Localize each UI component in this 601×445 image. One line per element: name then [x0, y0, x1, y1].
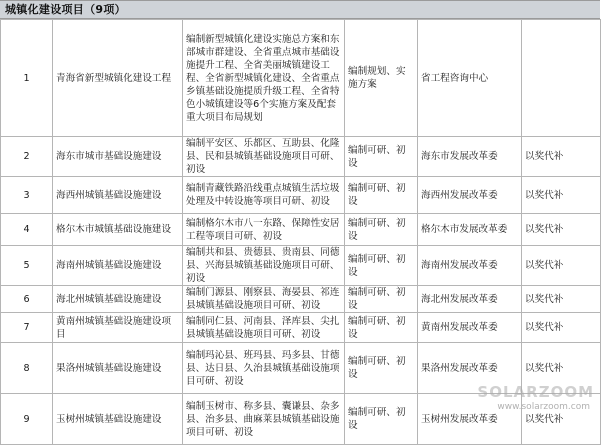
- work-type: 编制可研、初设: [345, 286, 418, 313]
- table-row: [1, 137, 601, 177]
- work-type: 编制可研、初设: [345, 177, 418, 214]
- responsible-unit: 海北州发展改革委: [418, 286, 522, 313]
- project-content: 编制同仁县、河南县、泽库县、尖扎县城镇基础设施项目可研、初设: [183, 313, 345, 343]
- work-type: 编制可研、初设: [345, 246, 418, 286]
- project-content: 编制玛沁县、班玛县、玛多县、甘德县、达日县、久治县城镇基础设施项目可研、初设: [183, 343, 345, 394]
- watermark-url: www.solarzoom.com: [497, 402, 590, 412]
- funding-note: 以奖代补: [522, 137, 601, 177]
- responsible-unit: 玉树州发展改革委: [418, 394, 522, 445]
- responsible-unit: 省工程咨询中心: [418, 20, 522, 137]
- table-row: [1, 313, 601, 343]
- responsible-unit: 果洛州发展改革委: [418, 343, 522, 394]
- watermark-logo: SOLARZOOM: [477, 383, 594, 401]
- responsible-unit: 海南州发展改革委: [418, 246, 522, 286]
- row-number: 4: [1, 214, 53, 246]
- project-name: 青海省新型城镇化建设工程: [53, 20, 183, 137]
- project-name: 黄南州城镇基础设施建设项目: [53, 313, 183, 343]
- work-type: 编制可研、初设: [345, 394, 418, 445]
- funding-note: 以奖代补: [522, 343, 601, 394]
- work-type: 编制规划、实施方案: [345, 20, 418, 137]
- responsible-unit: 海东市发展改革委: [418, 137, 522, 177]
- project-content: 编制平安区、乐都区、互助县、化隆县、民和县城镇基础设施项目可研、初设: [183, 137, 345, 177]
- project-content: 编制青藏铁路沿线重点城镇生活垃圾处理及中转设施等项目可研、初设: [183, 177, 345, 214]
- funding-note: 以奖代补: [522, 286, 601, 313]
- responsible-unit: 格尔木市发展改革委: [418, 214, 522, 246]
- funding-note: 以奖代补: [522, 246, 601, 286]
- table-row: [1, 394, 601, 445]
- funding-note: 以奖代补: [522, 313, 601, 343]
- project-table: [0, 19, 601, 445]
- project-content: 编制门源县、刚察县、海晏县、祁连县城镇基础设施项目可研、初设: [183, 286, 345, 313]
- project-content: 编制新型城镇化建设实施总方案和东部城市群建设、全省重点城市基础设施提升工程、全省美丽城镇建设工程、全省新型城镇化建设、全省重点乡镇基础设施提质升级工程、全省特色小城镇建设等6个实施方案及配套重大项目布局规划: [183, 20, 345, 137]
- table-row: [1, 286, 601, 313]
- work-type: 编制可研、初设: [345, 214, 418, 246]
- row-number: 6: [1, 286, 53, 313]
- project-name: 格尔木市城镇基础设施建设: [53, 214, 183, 246]
- funding-note: 以奖代补: [522, 177, 601, 214]
- funding-note: 以奖代补: [522, 214, 601, 246]
- project-name: 果洛州城镇基础设施建设: [53, 343, 183, 394]
- project-content: 编制玉树市、称多县、囊谦县、杂多县、治多县、曲麻莱县城镇基础设施项目可研、初设: [183, 394, 345, 445]
- row-number: 7: [1, 313, 53, 343]
- row-number: 1: [1, 20, 53, 137]
- table-row: [1, 214, 601, 246]
- project-content: 编制格尔木市八一东路、保障性安居工程等项目可研、初设: [183, 214, 345, 246]
- work-type: 编制可研、初设: [345, 137, 418, 177]
- table-row: [1, 246, 601, 286]
- project-content: 编制共和县、贵德县、贵南县、同德县、兴海县城镇基础设施项目可研、初设: [183, 246, 345, 286]
- funding-note: 以奖代补: [522, 394, 601, 445]
- row-number: 8: [1, 343, 53, 394]
- table-row: [1, 20, 601, 137]
- responsible-unit: 海西州发展改革委: [418, 177, 522, 214]
- funding-note: [522, 20, 601, 137]
- section-title: 城镇化建设项目（9项）: [0, 0, 600, 19]
- project-name: 玉树州城镇基础设施建设: [53, 394, 183, 445]
- project-name: 海东市城市基础设施建设: [53, 137, 183, 177]
- table-row: [1, 343, 601, 394]
- work-type: 编制可研、初设: [345, 313, 418, 343]
- row-number: 3: [1, 177, 53, 214]
- row-number: 5: [1, 246, 53, 286]
- row-number: 2: [1, 137, 53, 177]
- table-row: [1, 177, 601, 214]
- project-name: 海北州城镇基础设施建设: [53, 286, 183, 313]
- row-number: 9: [1, 394, 53, 445]
- project-name: 海南州城镇基础设施建设: [53, 246, 183, 286]
- work-type: 编制可研、初设: [345, 343, 418, 394]
- project-name: 海西州城镇基础设施建设: [53, 177, 183, 214]
- responsible-unit: 黄南州发展改革委: [418, 313, 522, 343]
